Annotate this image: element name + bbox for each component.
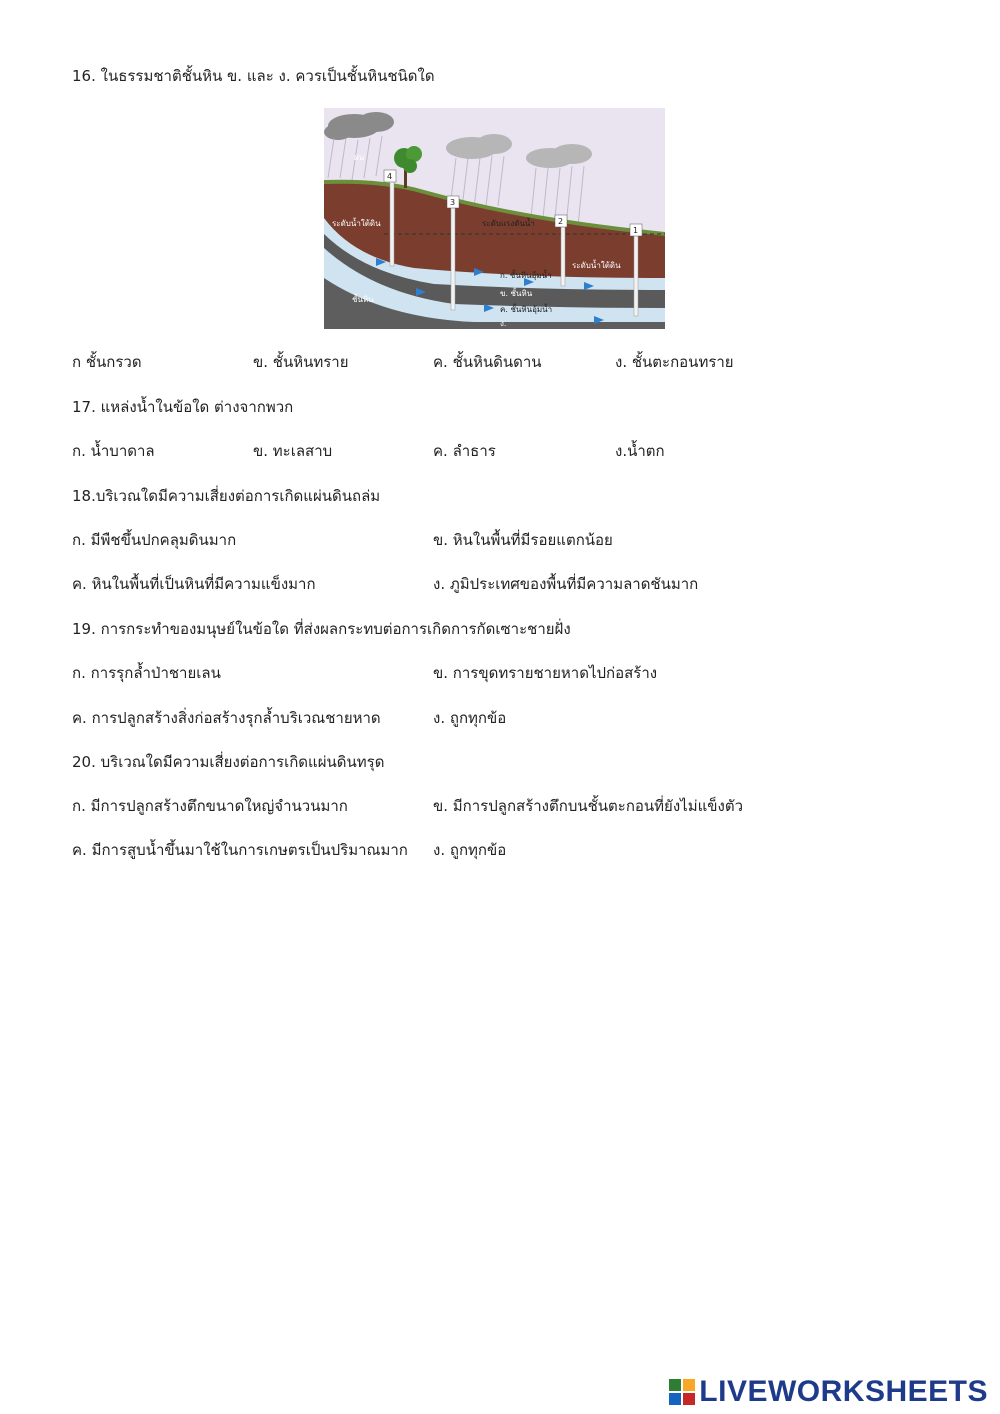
question-17-options — [0, 439, 1000, 463]
q19-option-b[interactable]: ข. การขุดทรายชายหาดไปก่อสร้าง — [433, 664, 658, 682]
question-17-text: 17. แหล่งน้ำในข้อใด ต่างจากพวก — [72, 398, 294, 416]
q16-option-d[interactable]: ง. ชั้นตะกอนทราย — [615, 353, 734, 371]
q19-option-a[interactable]: ก. การรุกล้ำป่าชายเลน — [72, 664, 221, 682]
well-label-4: 4 — [387, 172, 393, 181]
question-18-options-row1 — [0, 528, 1000, 552]
rain-label: ฝน — [354, 153, 365, 162]
question-16-options — [0, 350, 1000, 374]
question-20-options-row1 — [0, 794, 1000, 818]
question-19-options-row2 — [0, 706, 1000, 730]
liveworksheets-logo[interactable] — [669, 1372, 988, 1412]
q17-option-d[interactable]: ง.น้ำตก — [615, 442, 665, 460]
q17-option-a[interactable]: ก. น้ำบาดาล — [72, 442, 155, 460]
layer-b-label: ข. ชั้นหิน — [500, 289, 533, 298]
q20-option-c[interactable]: ค. มีการสูบน้ำขึ้นมาใช้ในการเกษตรเป็นปริมาณมาก — [72, 841, 408, 859]
question-19-text: 19. การกระทำของมนุษย์ในข้อใด ที่ส่งผลกระทบต่อการเกิดการกัดเซาะชายฝั่ง — [72, 620, 571, 638]
q16-option-c[interactable]: ค. ชั้นหินดินดาน — [433, 353, 542, 371]
well-label-2: 2 — [558, 217, 564, 226]
q17-option-b[interactable]: ข. ทะเลสาบ — [253, 442, 333, 460]
well-label-1: 1 — [633, 226, 639, 235]
bedrock-label: ชั้นหิน — [352, 295, 374, 304]
pressure-level-label: ระดับแรงดันน้ำ — [482, 219, 535, 228]
q20-option-b[interactable]: ข. มีการปลูกสร้างตึกบนชั้นตะกอนที่ยังไม่แข็งตัว — [433, 797, 744, 815]
layer-c-label: ค. ชั้นหินอุ้มน้ำ — [500, 305, 553, 314]
q19-option-c[interactable]: ค. การปลูกสร้างสิ่งก่อสร้างรุกล้ำบริเวณชายหาด — [72, 709, 381, 727]
q18-option-c[interactable]: ค. หินในพื้นที่เป็นหินที่มีความแข็งมาก — [72, 575, 316, 593]
brand-name: LIVEWORKSHEETS — [699, 1375, 988, 1408]
q20-option-d[interactable]: ง. ถูกทุกข้อ — [433, 841, 507, 859]
q18-option-a[interactable]: ก. มีพืชขึ้นปกคลุมดินมาก — [72, 531, 237, 549]
water-table-left-label: ระดับน้ำใต้ดิน — [332, 219, 381, 228]
layer-a-label: ก. ชั้นหินอุ้มน้ำ — [500, 271, 552, 280]
water-table-right-label: ระดับน้ำใต้ดิน — [572, 261, 621, 270]
question-20-text: 20. บริเวณใดมีความเสี่ยงต่อการเกิดแผ่นดินทรุด — [72, 753, 385, 771]
q16-option-b[interactable]: ข. ชั้นหินทราย — [253, 353, 349, 371]
q18-option-d[interactable]: ง. ภูมิประเทศของพื้นที่มีความลาดชันมาก — [433, 575, 699, 593]
q20-option-a[interactable]: ก. มีการปลูกสร้างตึกขนาดใหญ่จำนวนมาก — [72, 797, 348, 815]
well-label-3: 3 — [450, 198, 456, 207]
question-18-text: 18.บริเวณใดมีความเสี่ยงต่อการเกิดแผ่นดินถล่ม — [72, 487, 381, 505]
liveworksheets-logo-icon — [669, 1379, 695, 1405]
q18-option-b[interactable]: ข. หินในพื้นที่มีรอยแตกน้อย — [433, 531, 613, 549]
question-16-text: 16. ในธรรมชาติชั้นหิน ข. และ ง. ควรเป็นชั้นหินชนิดใด — [72, 67, 435, 85]
question-19-options-row1 — [0, 661, 1000, 685]
groundwater-diagram — [324, 108, 665, 329]
question-18-options-row2 — [0, 572, 1000, 596]
q16-option-a[interactable]: ก ชั้นกรวด — [72, 353, 142, 371]
layer-d-label: ง. — [500, 319, 507, 328]
question-20-options-row2 — [0, 838, 1000, 862]
q17-option-c[interactable]: ค. ลำธาร — [433, 442, 496, 460]
q19-option-d[interactable]: ง. ถูกทุกข้อ — [433, 709, 507, 727]
